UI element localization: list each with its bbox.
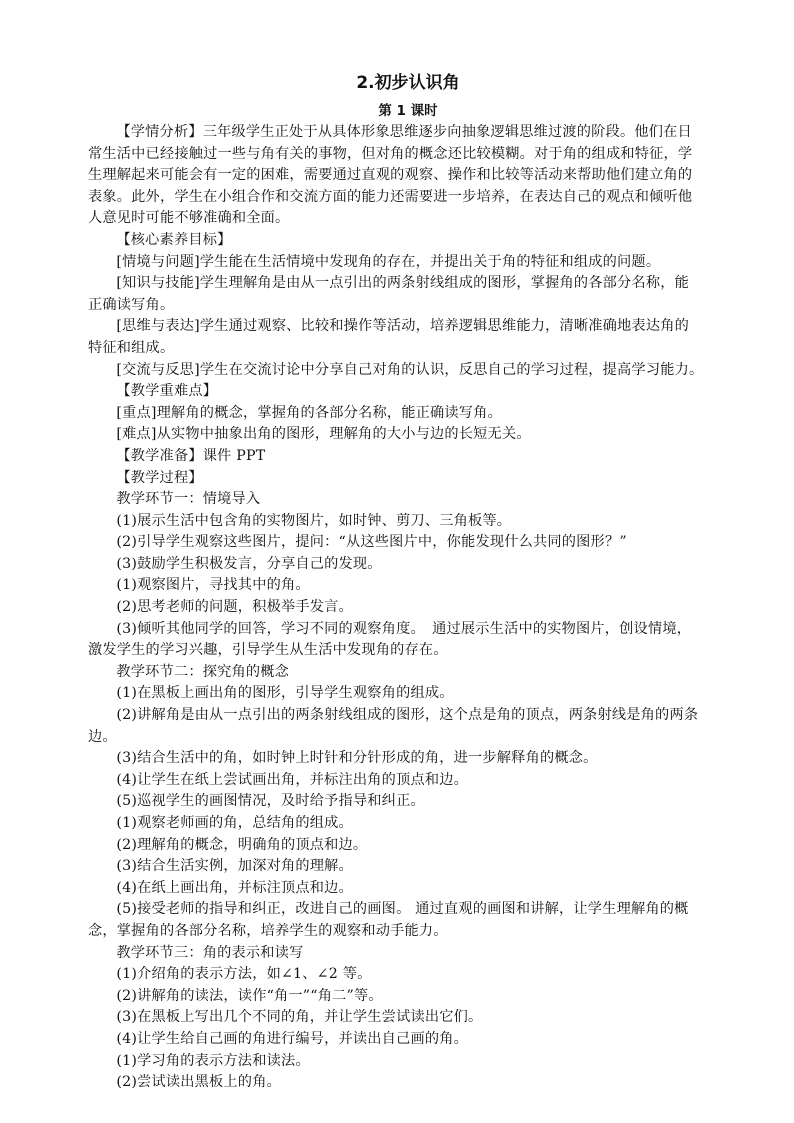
paragraph-line: [情境与问题]学生能在生活情境中发现角的存在，并提出关于角的特征和组成的问题。	[116, 253, 661, 270]
paragraph-line: (1)学习角的表示方法和读法。	[116, 1052, 310, 1069]
paragraph-line: 边。	[88, 728, 117, 745]
page-title: 2.初步认识角	[356, 73, 460, 93]
paragraph-line: (5)接受老师的指导和纠正，改进自己的画图。 通过直观的画图和讲解，让学生理解角的概	[116, 901, 689, 918]
paragraph-line: (2)讲解角是由从一点引出的两条射线组成的图形，这个点是角的顶点，两条射线是角的两条	[116, 707, 699, 724]
paragraph-line: (4)让学生给自己画的角进行编号，并读出自己画的角。	[116, 1030, 469, 1047]
paragraph-line: 生理解起来可能会有一定的困难，需要通过直观的观察、操作和比较等活动来帮助他们建立角的	[88, 167, 693, 184]
paragraph-line: (2)理解角的概念，明确角的顶点和边。	[116, 836, 368, 853]
paragraph-line: (1)观察图片，寻找其中的角。	[116, 577, 310, 594]
paragraph-line: [知识与技能]学生理解角是由从一点引出的两条射线组成的图形，掌握角的各部分名称，能	[116, 275, 689, 292]
paragraph-line: 教学环节三：角的表示和读写	[116, 944, 304, 961]
paragraph-line: 【教学准备】课件 PPT	[116, 447, 266, 464]
paragraph-line: [思维与表达]学生通过观察、比较和操作等活动，培养逻辑思维能力，清晰准确地表达角的	[116, 318, 689, 335]
paragraph-line: [重点]理解角的概念，掌握角的各部分名称，能正确读写角。	[116, 404, 502, 421]
paragraph-line: [难点]从实物中抽象出角的图形，理解角的大小与边的长短无关。	[116, 426, 531, 443]
paragraph-line: (4)在纸上画出角，并标注顶点和边。	[116, 879, 353, 896]
paragraph-line: (1)介绍角的表示方法，如∠1、∠2 等。	[116, 966, 372, 983]
paragraph-line: (2)思考老师的问题，积极举手发言。	[116, 599, 353, 616]
document-page	[88, 66, 728, 1094]
lesson-body	[88, 122, 728, 1094]
paragraph-line: (3)在黑板上写出几个不同的角，并让学生尝试读出它们。	[116, 1009, 483, 1026]
paragraph-line: [交流与反思]学生在交流讨论中分享自己对角的认识，反思自己的学习过程，提高学习能力。	[116, 361, 704, 378]
paragraph-line: 【教学重难点】	[116, 383, 218, 400]
paragraph-line: (3)结合生活中的角，如时钟上时针和分针形成的角，进一步解释角的概念。	[116, 750, 598, 767]
paragraph-line: 特征和组成。	[88, 339, 175, 356]
paragraph-line: (4)让学生在纸上尝试画出角，并标注出角的顶点和边。	[116, 771, 469, 788]
paragraph-line: (2)引导学生观察这些图片，提问：“从这些图片中，你能发现什么共同的图形？”	[116, 534, 627, 551]
paragraph-line: 【核心素养目标】	[116, 231, 232, 248]
paragraph-line: 表象。此外，学生在小组合作和交流方面的能力还需要进一步培养，在表达自己的观点和倾听他	[88, 188, 693, 205]
paragraph-line: (1)观察老师画的角，总结角的组成。	[116, 815, 353, 831]
paragraph-line: 【学情分析】三年级学生正处于从具体形象思维逐步向抽象逻辑思维过渡的阶段。他们在日	[116, 124, 692, 140]
paragraph-line: 常生活中已经接触过一些与角有关的事物，但对角的概念还比较模糊。对于角的组成和特征，学	[88, 145, 693, 162]
paragraph-line: (3)鼓励学生积极发言，分享自己的发现。	[116, 555, 382, 572]
paragraph-line: 正确读写角。	[88, 296, 175, 313]
paragraph-line: 【教学过程】	[116, 469, 203, 486]
paragraph-line: 教学环节二：探究角的概念	[116, 663, 290, 680]
paragraph-line: (5)巡视学生的画图情况，及时给予指导和纠正。	[116, 793, 425, 810]
paragraph-line: 激发学生的学习兴趣，引导学生从生活中发现角的存在。	[88, 642, 448, 659]
paragraph-line: (2)尝试读出黑板上的角。	[116, 1074, 281, 1091]
paragraph-line: (3)结合生活实例，加深对角的理解。	[116, 858, 353, 875]
paragraph-line: (2)讲解角的读法，读作“角一”“角二”等。	[116, 987, 383, 1004]
paragraph-line: (1)展示生活中包含角的实物图片，如时钟、剪刀、三角板等。	[116, 512, 512, 529]
paragraph-line: (1)在黑板上画出角的图形，引导学生观察角的组成。	[116, 685, 454, 702]
paragraph-line: 念，掌握角的各部分名称，培养学生的观察和动手能力。	[88, 922, 448, 939]
paragraph-line: 人意见时可能不够准确和全面。	[88, 210, 290, 227]
paragraph-line: 教学环节一：情境导入	[116, 491, 261, 508]
paragraph-line: (3)倾听其他同学的回答，学习不同的观察角度。 通过展示生活中的实物图片，创设情境，	[116, 620, 692, 637]
lesson-subtitle: 第 1 课时	[378, 103, 438, 119]
